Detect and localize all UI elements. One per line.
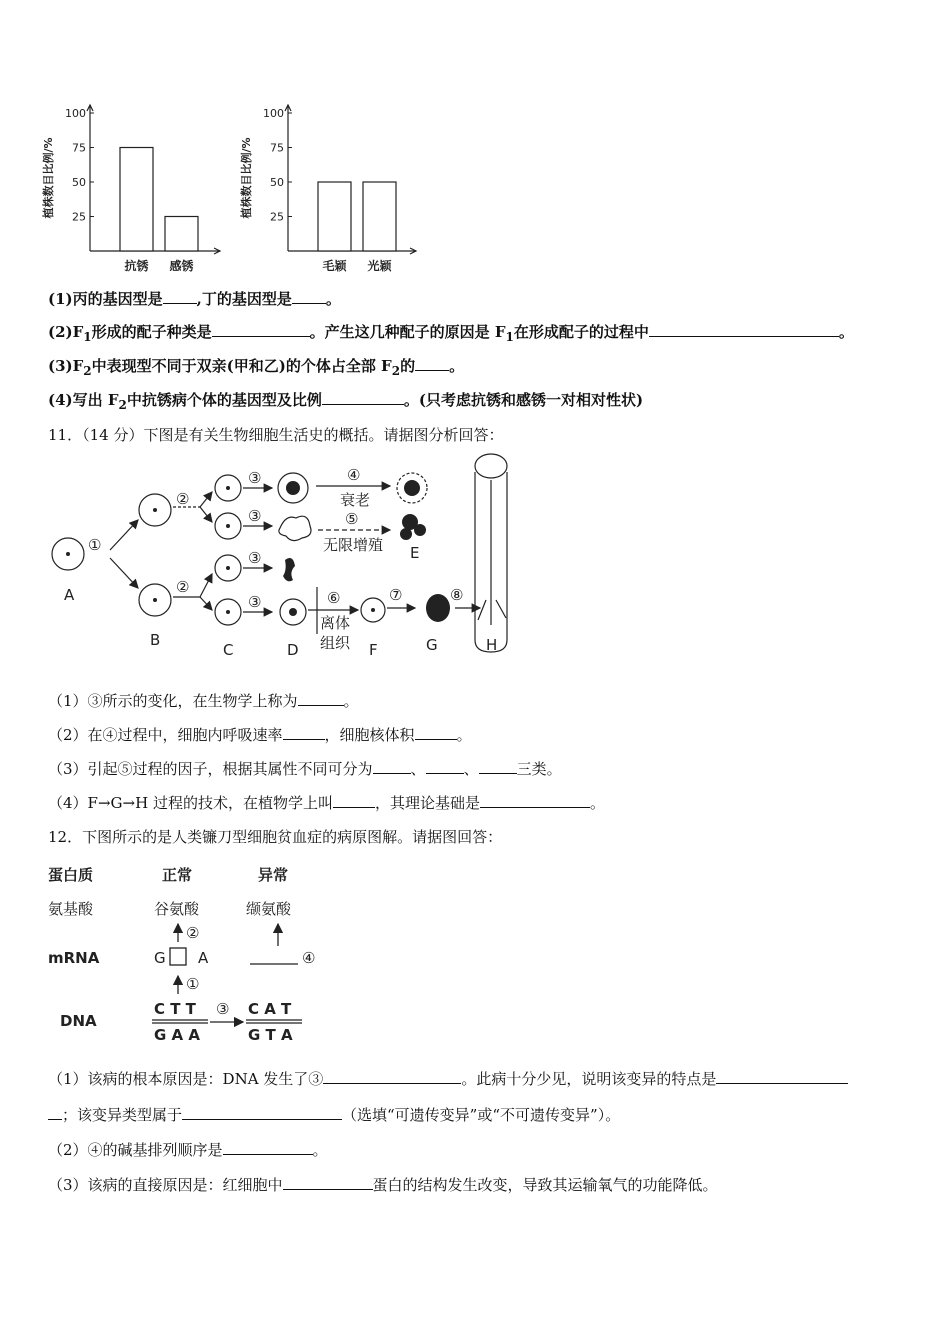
step-7: ⑦	[389, 586, 403, 604]
sickle-cell-diagram	[40, 858, 340, 1050]
step-3a: ③	[248, 469, 262, 487]
y-tick-label: 25	[270, 210, 284, 224]
step-3d: ③	[248, 593, 262, 611]
y-tick-label: 100	[65, 107, 86, 120]
cell-specialized-2	[279, 516, 311, 540]
row-amino-acid: 氨基酸	[48, 900, 94, 918]
q12-part2: （2）④的碱基排列顺序是 。	[48, 1141, 328, 1159]
label-d: D	[287, 641, 299, 659]
bar	[120, 148, 153, 252]
cell-lifecycle-diagram	[40, 450, 520, 665]
q11-heading: 11．（14 分）下图是有关生物细胞生活史的概括。请据图分析回答：	[48, 426, 504, 444]
step-3b: ③	[248, 507, 262, 525]
y-axis-label: 植株数目比例/%	[240, 137, 253, 219]
q10-part2: $(2)F_1$形成的配子种类是 。产生这几种配子的原因是 $F_1$在形成配子的过程中 。	[48, 323, 854, 344]
q10-part3: $(3)F_2$中表现型不同于双亲(甲和乙)的个体占全部 $F_2$的 。	[48, 357, 465, 378]
label-e: E	[410, 544, 420, 562]
x-tick-label: 感锈	[169, 259, 194, 273]
step-6: ⑥	[327, 589, 341, 607]
amino-acid-normal: 谷氨酸	[154, 900, 200, 918]
text-unlimited: 无限增殖	[323, 536, 384, 554]
step-4: ④	[302, 949, 316, 967]
label-f: F	[369, 641, 378, 659]
y-tick-label: 75	[72, 141, 86, 155]
header-abnormal: 异常	[258, 866, 289, 884]
x-tick-label: 光颖	[367, 259, 392, 273]
q12-heading: 12．下图所示的是人类镰刀型细胞贫血症的病原图解。请据图回答：	[48, 828, 503, 846]
q11-part4: （4）F→G→H 过程的技术，在植物学上叫 ，其理论基础是 。	[48, 794, 605, 812]
step-1: ①	[88, 536, 102, 554]
dna-bottom-abnormal: G T A	[248, 1026, 293, 1044]
chart-glume	[239, 105, 416, 273]
amino-acid-abnormal: 缬氨酸	[246, 900, 292, 918]
dna-top-normal: C T T	[154, 1000, 196, 1018]
header-normal: 正常	[162, 866, 193, 884]
step-3c: ③	[248, 549, 262, 567]
step-1: ①	[186, 975, 200, 993]
text-aging: 衰老	[340, 491, 371, 509]
row-dna: DNA	[60, 1012, 97, 1030]
q11-part2: （2）在④过程中，细胞内呼吸速率 ，细胞核体积 。	[48, 726, 472, 744]
step-2a: ②	[176, 490, 190, 508]
q10-part4: (4)写出 $F_2$中抗锈病个体的基因型及比例 。(只考虑抗锈和感锈一对相对性状)	[48, 391, 644, 412]
x-tick-label: 毛颖	[322, 259, 347, 273]
y-tick-label: 50	[270, 176, 284, 189]
y-tick-label: 25	[72, 210, 86, 224]
step-2: ②	[186, 924, 200, 942]
step-3: ③	[216, 1000, 230, 1018]
q11-part1: （1）③所示的变化，在生物学上称为 。	[48, 692, 359, 710]
step-2b: ②	[176, 578, 190, 596]
q12-part3: （3）该病的直接原因是：红细胞中 蛋白的结构发生改变，导致其运输氧气的功能降低。	[48, 1176, 718, 1194]
chart-resistance	[41, 105, 220, 273]
label-a: A	[64, 586, 75, 604]
mrna-a: A	[198, 949, 209, 967]
q11-part3: （3）引起⑤过程的因子，根据其属性不同可分为 、 、 三类。	[48, 760, 562, 778]
mrna-missing-base	[170, 948, 186, 965]
q12-part1-cont: ；该变异类型属于 （选填“可遗传变异”或“不可遗传变异”）。	[48, 1104, 620, 1125]
label-h: H	[486, 636, 498, 654]
text-tissue: 组织	[320, 634, 351, 652]
label-c: C	[223, 641, 234, 659]
row-mrna: mRNA	[48, 949, 100, 967]
q10-part1: (1)丙的基因型是 ,丁的基因型是 。	[48, 290, 341, 308]
q12-part1: （1）该病的根本原因是：DNA 发生了③ 。此病十分少见，说明该变异的特点是	[48, 1068, 848, 1089]
x-tick-label: 抗锈	[124, 259, 149, 273]
bar-charts	[40, 95, 420, 275]
dna-bottom-normal: G A A	[154, 1026, 200, 1044]
bar	[165, 217, 198, 252]
bar	[363, 182, 396, 251]
dna-top-abnormal: C A T	[248, 1000, 292, 1018]
text-isolated: 离体	[320, 614, 351, 632]
y-tick-label: 75	[270, 141, 284, 155]
label-b: B	[150, 631, 161, 649]
header-protein: 蛋白质	[48, 866, 94, 884]
y-tick-label: 50	[72, 176, 86, 189]
label-g: G	[426, 636, 438, 654]
y-axis-label: 植株数目比例/%	[42, 137, 55, 219]
step-5: ⑤	[345, 510, 359, 528]
step-4: ④	[347, 466, 361, 484]
mrna-g: G	[154, 949, 166, 967]
y-tick-label: 100	[263, 107, 284, 120]
bar	[318, 182, 351, 251]
step-8: ⑧	[450, 586, 464, 604]
